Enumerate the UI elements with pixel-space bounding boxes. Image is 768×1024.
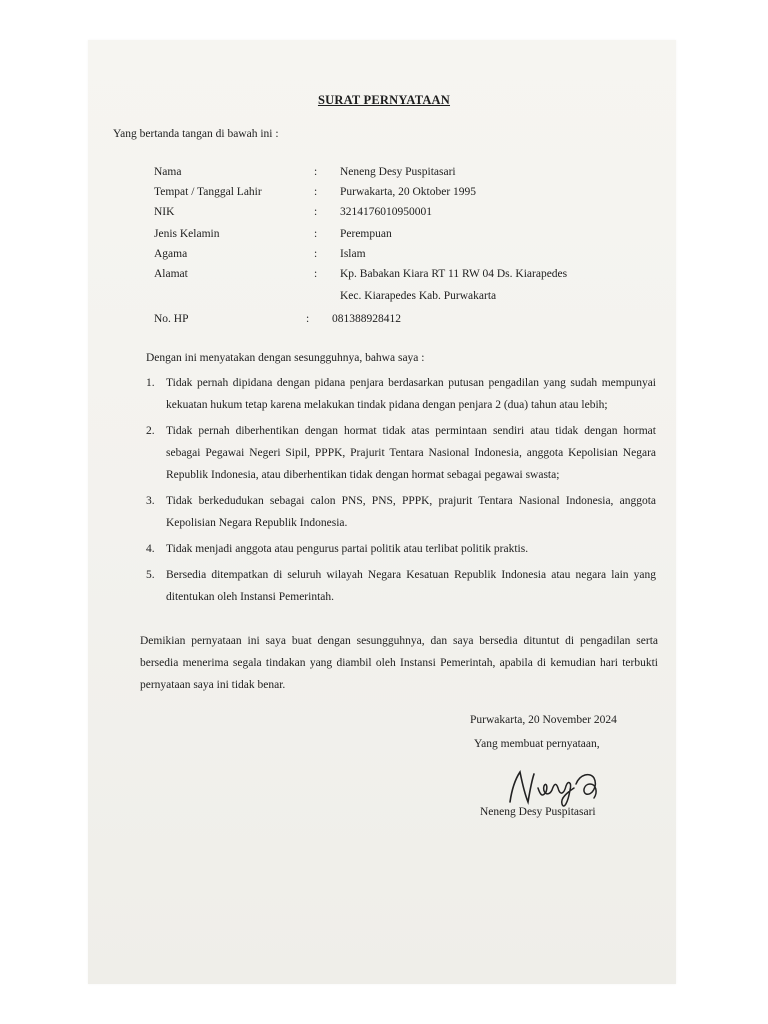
identity-label: No. HP — [154, 313, 189, 325]
identity-value: Kp. Babakan Kiara RT 11 RW 04 Ds. Kiarapedes — [340, 268, 568, 280]
identity-colon: : — [314, 186, 318, 198]
list-item-text: Tidak pernah diberhentikan dengan hormat tidak atas permintaan sendiri atau tidak dengan hormat sebagai Pegawai Negeri Sipil, PPPK, Prajurit Tentara Nasional Indonesia, anggota Kepolisian Negara Republik Indonesia, atau diberhentikan tidak dengan hormat sebagai pegawai swasta; — [166, 425, 656, 481]
identity-row-religion — [154, 248, 634, 264]
identity-value: 3214176010950001 — [340, 206, 432, 218]
closing-paragraph: Demikian pernyataan ini saya buat dengan sesungguhnya, dan saya bersedia dituntut di pengadilan serta bersedia menerima segala tindakan yang diambil oleh Instansi Pemerintah, apabila di kemudian hari terbukti pernyataan saya ini tidak benar. — [140, 635, 658, 691]
list-item-number: 5. — [146, 569, 155, 581]
identity-colon: : — [314, 206, 318, 218]
list-item — [146, 490, 656, 534]
list-item — [146, 564, 656, 608]
statement-lead: Dengan ini menyatakan dengan sesungguhnya, bahwa saya : — [146, 352, 425, 364]
list-item — [146, 420, 656, 486]
signature-place-date: Purwakarta, 20 November 2024 — [470, 714, 617, 726]
identity-row-birth — [154, 186, 634, 202]
identity-label: Nama — [154, 166, 182, 178]
list-item-number: 4. — [146, 543, 155, 555]
signature-maker-label: Yang membuat pernyataan, — [474, 738, 600, 750]
statement-list — [146, 372, 656, 612]
list-item-number: 2. — [146, 425, 155, 437]
identity-row-address — [154, 268, 634, 284]
identity-label: Jenis Kelamin — [154, 228, 220, 240]
identity-value: Neneng Desy Puspitasari — [340, 166, 456, 178]
signature-name: Neneng Desy Puspitasari — [480, 806, 596, 818]
identity-row-address-line2 — [154, 290, 634, 306]
identity-row-phone — [154, 313, 634, 329]
list-item-text: Tidak pernah dipidana dengan pidana penjara berdasarkan putusan pengadilan yang sudah mempunyai kekuatan hukum tetap karena melakukan tindak pidana dengan penjara 2 (dua) tahun atau lebih; — [166, 377, 656, 411]
identity-colon: : — [306, 313, 310, 325]
identity-row-name — [154, 166, 634, 182]
list-item-text: Bersedia ditempatkan di seluruh wilayah Negara Kesatuan Republik Indonesia atau negara lain yang ditentukan oleh Instansi Pemerintah. — [166, 569, 656, 603]
document-title: SURAT PERNYATAAN — [317, 93, 451, 107]
list-item — [146, 372, 656, 416]
identity-value: Purwakarta, 20 Oktober 1995 — [340, 186, 477, 198]
identity-label: Agama — [154, 248, 188, 260]
identity-label: Tempat / Tanggal Lahir — [154, 186, 262, 198]
identity-row-gender — [154, 228, 634, 244]
identity-label: Alamat — [154, 268, 188, 280]
identity-row-nik — [154, 206, 634, 222]
identity-label: NIK — [154, 206, 175, 218]
identity-value-continued: Kec. Kiarapedes Kab. Purwakarta — [340, 290, 497, 302]
list-item-text: Tidak berkedudukan sebagai calon PNS, PNS, PPPK, prajurit Tentara Nasional Indonesia, anggota Kepolisian Negara Republik Indonesia. — [166, 495, 656, 529]
intro-text: Yang bertanda tangan di bawah ini : — [113, 128, 279, 140]
identity-value: 081388928412 — [332, 313, 401, 325]
identity-colon: : — [314, 166, 318, 178]
identity-value: Islam — [340, 248, 366, 260]
identity-colon: : — [314, 248, 318, 260]
list-item-number: 3. — [146, 495, 155, 507]
list-item — [146, 538, 656, 560]
identity-value: Perempuan — [340, 228, 392, 240]
identity-colon: : — [314, 268, 318, 280]
list-item-text: Tidak menjadi anggota atau pengurus partai politik atau terlibat politik praktis. — [166, 543, 529, 555]
list-item-number: 1. — [146, 377, 155, 389]
identity-colon: : — [314, 228, 318, 240]
